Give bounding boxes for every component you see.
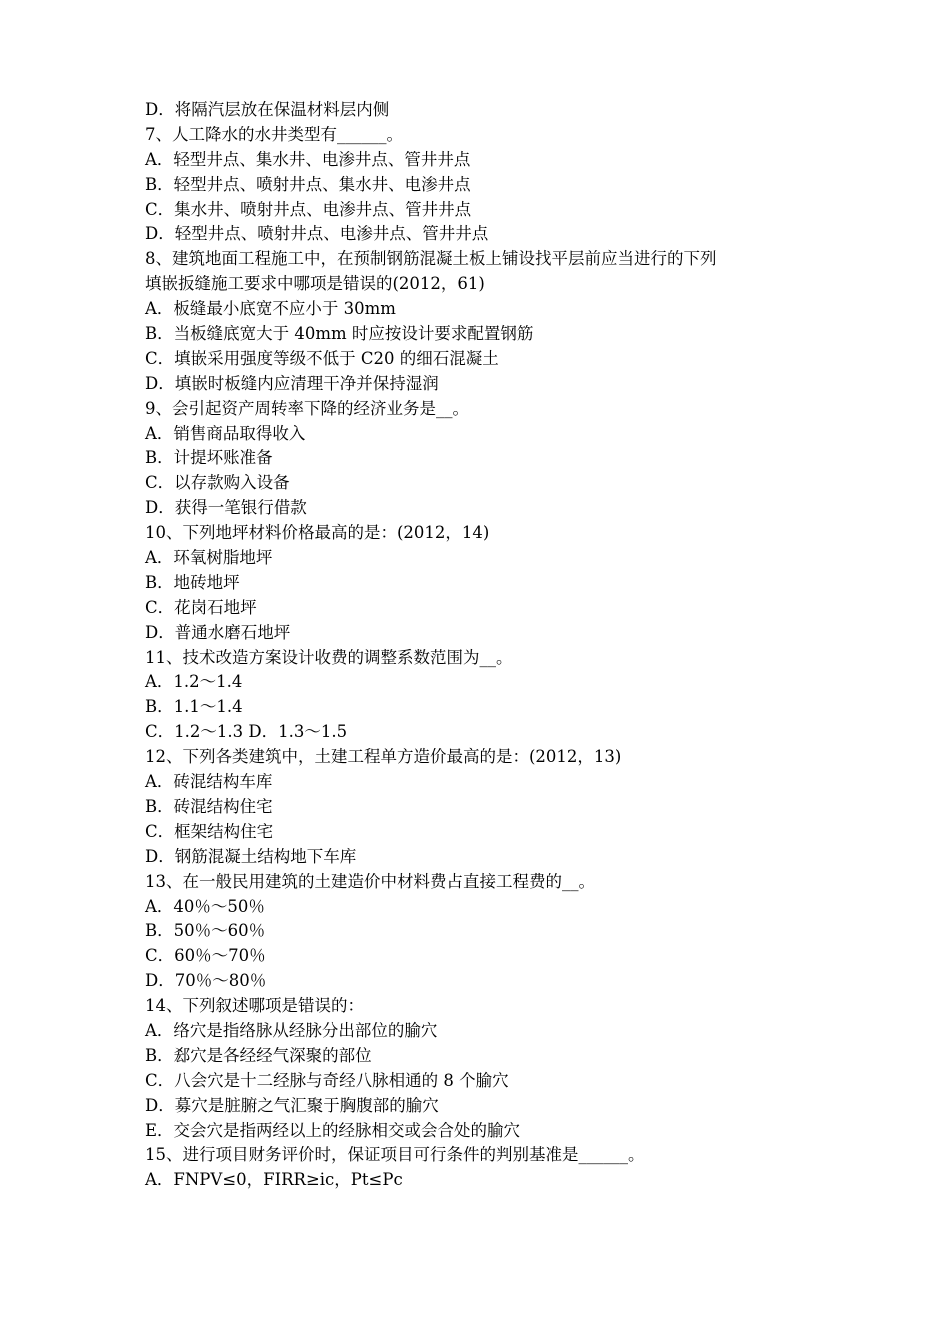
option-line: C．1.2～1.3 D．1.3～1.5 <box>145 722 348 742</box>
question-line: 14、下列叙述哪项是错误的： <box>145 996 364 1016</box>
option-line: A．砖混结构车库 <box>145 772 273 792</box>
option-line: D．普通水磨石地坪 <box>145 622 291 642</box>
option-line: D．获得一笔银行借款 <box>145 498 307 518</box>
question-line: 13、在一般民用建筑的土建造价中材料费占直接工程费的__。 <box>145 871 595 891</box>
option-line: B．砖混结构住宅 <box>145 796 273 816</box>
option-line: B．地砖地坪 <box>145 572 240 592</box>
question-line: 7、人工降水的水井类型有______。 <box>145 124 403 144</box>
option-line: C．集水井、喷射井点、电渗井点、管井井点 <box>145 199 472 219</box>
option-line: B．郄穴是各经经气深聚的部位 <box>145 1045 372 1065</box>
option-line: A．FNPV≤0，FIRR≥ic，Pt≤Pc <box>145 1170 403 1190</box>
option-line: E．交会穴是指两经以上的经脉相交或会合处的腧穴 <box>145 1120 521 1140</box>
option-line: C．60％～70％ <box>145 946 266 966</box>
question-line: 12、下列各类建筑中，土建工程单方造价最高的是：(2012，13) <box>145 747 622 767</box>
option-line: B．轻型井点、喷射井点、集水井、电渗井点 <box>145 174 471 194</box>
question-line: 10、下列地坪材料价格最高的是：(2012，14) <box>145 523 490 543</box>
option-line: A．络穴是指络脉从经脉分出部位的腧穴 <box>145 1020 438 1040</box>
question-line: 11、技术改造方案设计收费的调整系数范围为__。 <box>145 647 513 667</box>
option-line: D．填嵌时板缝内应清理干净并保持湿润 <box>145 373 439 393</box>
option-line: A．40％～50％ <box>145 896 265 916</box>
option-line: C．框架结构住宅 <box>145 821 274 841</box>
question-line: 15、进行项目财务评价时，保证项目可行条件的判别基准是______。 <box>145 1145 645 1165</box>
option-line: A．板缝最小底宽不应小于 30mm <box>145 299 396 319</box>
option-line: B．1.1～1.4 <box>145 697 243 717</box>
option-line: D．钢筋混凝土结构地下车库 <box>145 846 357 866</box>
question-line: 填嵌扳缝施工要求中哪项是错误的(2012，61) <box>145 274 485 294</box>
option-line: C．八会穴是十二经脉与奇经八脉相通的 8 个腧穴 <box>145 1070 509 1090</box>
document-text-body <box>145 98 825 1193</box>
option-line: D．轻型井点、喷射井点、电渗井点、管井井点 <box>145 224 489 244</box>
option-line: D．募穴是脏腑之气汇聚于胸腹部的腧穴 <box>145 1095 439 1115</box>
option-line: B．50％～60％ <box>145 921 266 941</box>
option-line: A．轻型井点、集水井、电渗井点、管井井点 <box>145 149 471 169</box>
option-line: B．当板缝底宽大于 40mm 时应按设计要求配置钢筋 <box>145 324 534 344</box>
question-line: 8、建筑地面工程施工中，在预制钢筋混凝土板上铺设找平层前应当进行的下列 <box>145 249 717 269</box>
option-line: C．花岗石地坪 <box>145 597 257 617</box>
option-line: D．70％～80％ <box>145 971 267 991</box>
option-line: C．以存款购入设备 <box>145 473 290 493</box>
question-line: 9、会引起资产周转率下降的经济业务是__。 <box>145 398 469 418</box>
option-line: A．1.2～1.4 <box>145 672 243 692</box>
option-line: A．环氧树脂地坪 <box>145 548 273 568</box>
option-line: B．计提坏账准备 <box>145 448 273 468</box>
option-line: D．将隔汽层放在保温材料层内侧 <box>145 100 390 119</box>
option-line: C．填嵌采用强度等级不低于 C20 的细石混凝土 <box>145 348 499 368</box>
option-line: A．销售商品取得收入 <box>145 423 306 443</box>
